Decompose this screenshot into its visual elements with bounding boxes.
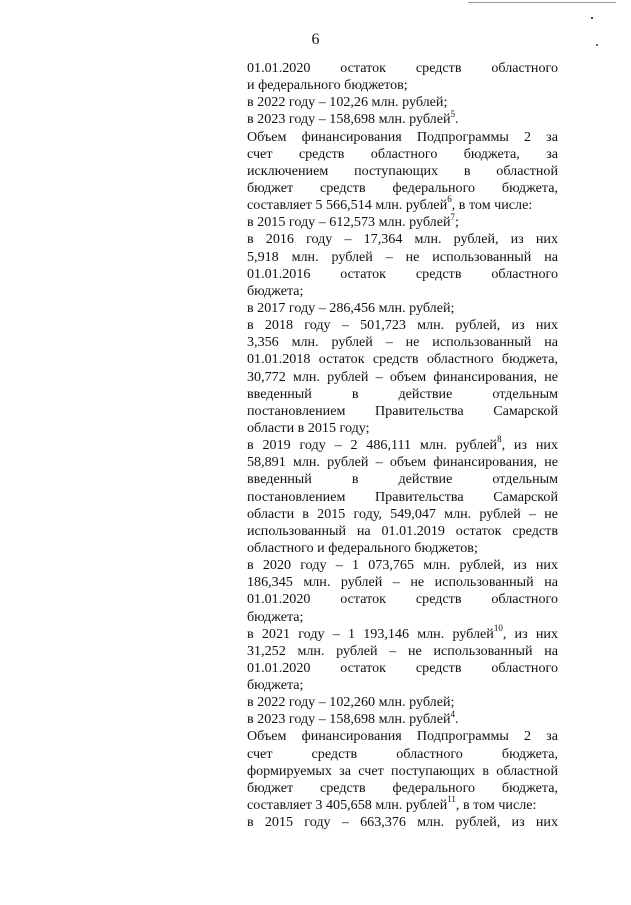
line-text: в 2021 году – 1 193,146 млн. рублей — [247, 625, 494, 642]
text-line — [247, 420, 558, 437]
text-line — [247, 677, 558, 694]
text-line — [247, 540, 558, 557]
line-text: 5,918 млн. рублей – не использованный на — [247, 248, 558, 265]
line-text: счет средств областного бюджета, — [247, 745, 558, 762]
line-text-tail: . — [455, 711, 459, 728]
line-text: в 2019 году – 2 486,111 млн. рублей — [247, 437, 498, 454]
line-text-tail: , в том числе: — [451, 197, 533, 214]
line-text: бюджета; — [247, 677, 304, 694]
page-number: 6 — [311, 31, 320, 48]
text-line — [247, 77, 558, 94]
footnote-ref: 10 — [493, 622, 503, 633]
footnote-ref: 6 — [447, 194, 452, 205]
line-text: в 2022 году – 102,26 млн. рублей; — [247, 94, 448, 111]
line-text: Объем финансирования Подпрограммы 2 за — [247, 728, 558, 745]
line-text-tail: , из них — [501, 437, 558, 454]
line-text: 3,356 млн. рублей – не использованный на — [247, 334, 558, 351]
text-line — [247, 609, 558, 626]
line-text: составляет 5 566,514 млн. рублей — [247, 197, 448, 214]
line-text: составляет 3 405,658 млн. рублей — [247, 797, 448, 814]
text-line — [247, 591, 558, 608]
line-text: 01.01.2020 остаток средств областного — [247, 659, 558, 676]
line-text: исключением поступающих в областной — [247, 162, 558, 179]
scan-speck — [591, 17, 593, 19]
line-text: постановлением Правительства Самарской — [247, 488, 558, 505]
text-line — [247, 471, 558, 488]
line-text: использованный на 01.01.2019 остаток средств — [247, 522, 558, 539]
text-line — [247, 94, 558, 111]
line-text: области в 2015 году; — [247, 419, 370, 436]
line-text: введенный в действие отдельным — [247, 471, 558, 488]
text-line — [247, 434, 558, 454]
text-line — [247, 454, 558, 471]
footnote-ref: 11 — [447, 794, 456, 805]
text-line — [247, 622, 558, 643]
text-line — [247, 780, 558, 797]
line-text-tail: , из них — [502, 625, 558, 642]
footnote-ref: 7 — [450, 211, 456, 222]
text-line — [247, 708, 558, 728]
line-text: Объем финансирования Подпрограммы 2 за — [247, 128, 558, 145]
text-line — [247, 660, 558, 677]
line-text: в 2015 году – 612,573 млн. рублей — [247, 214, 451, 231]
line-text: бюджет средств федерального бюджета, — [247, 179, 558, 196]
text-line — [247, 763, 558, 780]
text-line — [247, 266, 558, 283]
text-line — [247, 231, 558, 248]
line-text: в 2016 году – 17,364 млн. рублей, из них — [247, 231, 558, 248]
text-line — [247, 194, 558, 214]
text-line — [247, 557, 558, 574]
line-text-tail: ; — [455, 214, 459, 231]
line-text: в 2022 году – 102,260 млн. рублей; — [247, 694, 455, 711]
text-line — [247, 746, 558, 763]
line-text-tail: , в том числе: — [455, 797, 537, 814]
footnote-ref: 4 — [450, 708, 456, 719]
text-line — [247, 211, 558, 231]
line-text: и федерального бюджетов; — [247, 77, 408, 94]
line-text: бюджета; — [247, 282, 304, 299]
text-line — [247, 300, 558, 317]
line-text: в 2018 году – 501,723 млн. рублей, из них — [247, 317, 558, 334]
text-line — [247, 146, 558, 163]
line-text: в 2015 году – 663,376 млн. рублей, из них — [247, 814, 558, 831]
line-text: 01.01.2020 остаток средств областного — [247, 591, 558, 608]
text-line — [247, 643, 558, 660]
text-line — [247, 728, 558, 745]
text-line — [247, 386, 558, 403]
line-text: 186,345 млн. рублей – не использованный на — [247, 574, 558, 591]
text-line — [247, 163, 558, 180]
text-line — [247, 129, 558, 146]
document-body — [247, 60, 558, 831]
text-line — [247, 489, 558, 506]
text-line — [247, 283, 558, 300]
line-text: области в 2015 году, 549,047 млн. рублей – не — [247, 505, 558, 522]
line-text: 01.01.2018 остаток средств областного бюджета, — [247, 351, 558, 368]
line-text: областного и федерального бюджетов; — [247, 539, 478, 556]
line-text: 01.01.2020 остаток средств областного — [247, 60, 558, 76]
line-text: бюджета; — [247, 608, 304, 625]
footnote-ref: 5 — [450, 108, 456, 119]
line-text: бюджет средств федерального бюджета, — [247, 779, 558, 796]
line-text: в 2020 году – 1 073,765 млн. рублей, из них — [247, 557, 558, 574]
text-line — [247, 794, 558, 814]
text-line — [247, 506, 558, 523]
text-line — [247, 814, 558, 831]
line-text: в 2023 году – 158,698 млн. рублей — [247, 111, 451, 128]
line-text: 30,772 млн. рублей – объем финансирования, не — [247, 368, 558, 385]
text-line — [247, 351, 558, 368]
text-line — [247, 574, 558, 591]
line-text-tail: . — [455, 111, 459, 128]
text-line — [247, 60, 558, 77]
text-line — [247, 249, 558, 266]
text-line — [247, 180, 558, 197]
line-text: в 2023 году – 158,698 млн. рублей — [247, 711, 451, 728]
text-line — [247, 317, 558, 334]
text-line — [247, 108, 558, 128]
top-edge-line — [468, 2, 616, 3]
line-text: 58,891 млн. рублей – объем финансирования, не — [247, 454, 558, 471]
line-text: 01.01.2016 остаток средств областного — [247, 265, 558, 282]
line-text: счет средств областного бюджета, за — [247, 145, 558, 162]
line-text: в 2017 году – 286,456 млн. рублей; — [247, 299, 455, 316]
line-text: постановлением Правительства Самарской — [247, 402, 558, 419]
text-line — [247, 334, 558, 351]
text-line — [247, 403, 558, 420]
footnote-ref: 8 — [497, 434, 502, 445]
line-text: введенный в действие отдельным — [247, 385, 558, 402]
text-line — [247, 523, 558, 540]
text-line — [247, 369, 558, 386]
line-text: формируемых за счет поступающих в областной — [247, 762, 558, 779]
text-line — [247, 694, 558, 711]
line-text: 31,252 млн. рублей – не использованный на — [247, 642, 558, 659]
